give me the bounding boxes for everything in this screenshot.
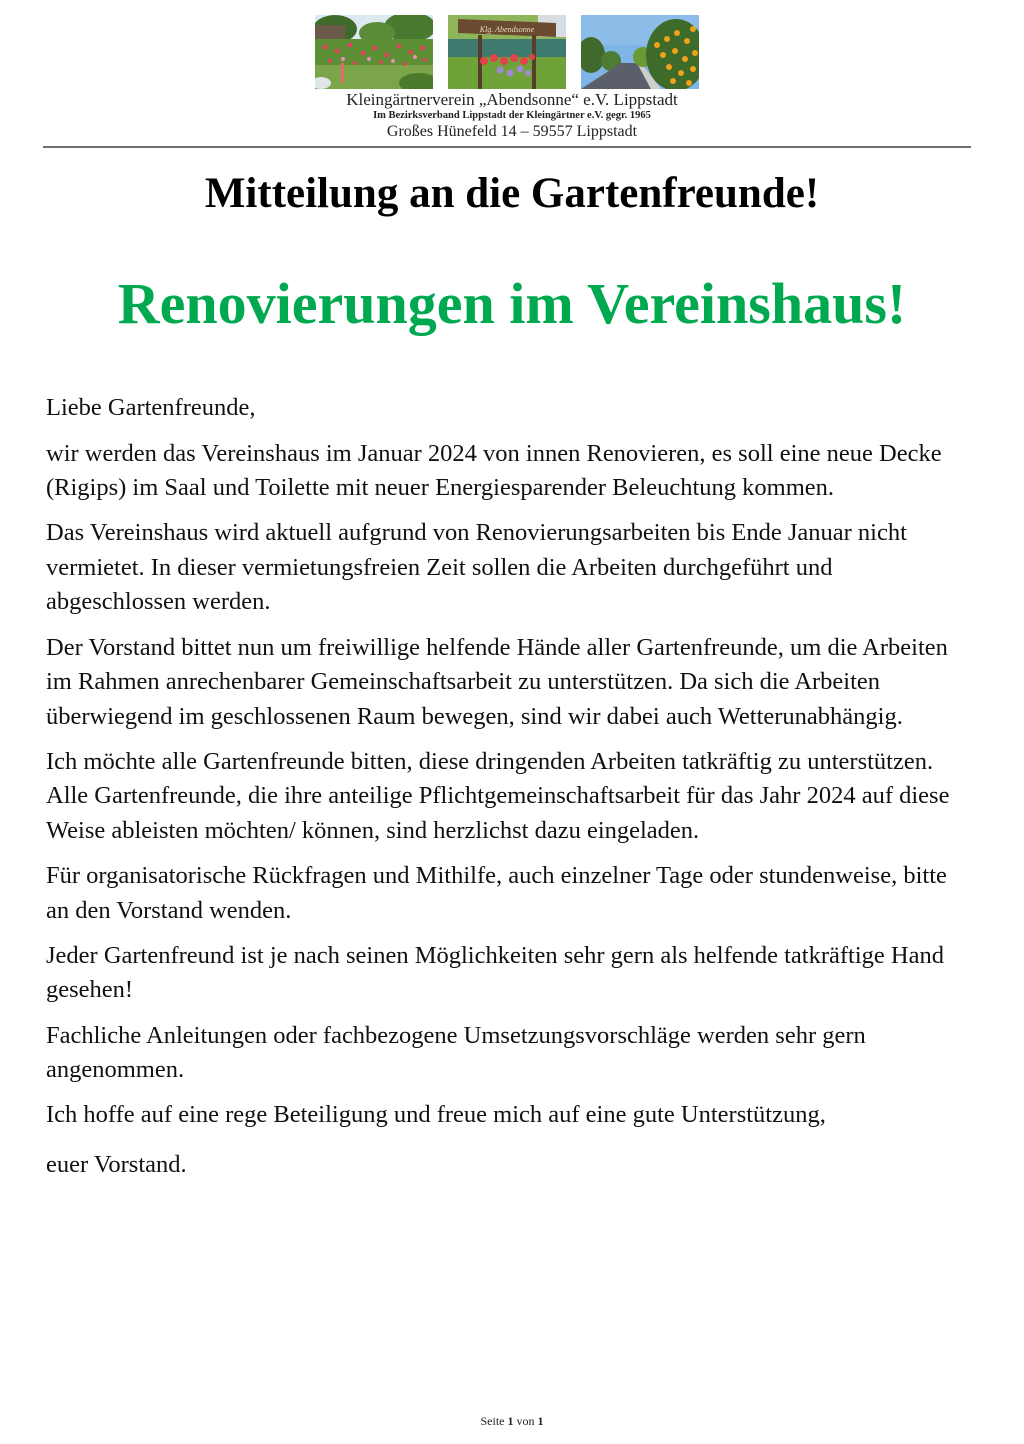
- club-address: Großes Hünefeld 14 – 59557 Lippstadt: [386, 123, 638, 140]
- association-line: Im Bezirksverband Lippstadt der Kleingärtner e.V. gegr. 1965: [373, 110, 651, 121]
- header-divider: [43, 146, 971, 148]
- club-name: Kleingärtnerverein „Abendsonne“ e.V. Lippstadt: [346, 90, 678, 109]
- of-label: von: [516, 1414, 535, 1428]
- paragraph: Jeder Gartenfreund ist je nach seinen Möglichkeiten sehr gern als helfende tatkräftige Hand gesehen!: [46, 941, 944, 1004]
- header-photo-strip: [315, 15, 699, 89]
- clubhouse-sign-photo: [448, 15, 566, 89]
- page-subtitle: Renovierungen im Vereinshaus!: [117, 271, 907, 336]
- paragraph: Das Vereinshaus wird aktuell aufgrund von Renovierungsarbeiten bis Ende Januar nicht vermietet. In dieser vermietungsfreien Zeit sollen die Arbeiten durchgeführt und abgeschlossen werden.: [46, 519, 907, 616]
- greeting: Liebe Gartenfreunde,: [46, 394, 256, 421]
- garden-flowers-photo: [315, 15, 433, 89]
- total-pages: 1: [537, 1414, 544, 1428]
- paragraph: Für organisatorische Rückfragen und Mithilfe, auch einzelner Tage oder stundenweise, bitte an den Vorstand wenden.: [46, 862, 947, 924]
- paragraph: Ich hoffe auf eine rege Beteiligung und freue mich auf eine gute Unterstützung,: [46, 1101, 826, 1129]
- paragraph: Fachliche Anleitungen oder fachbezogene Umsetzungsvorschläge werden sehr gern angenommen.: [46, 1021, 866, 1084]
- closing: euer Vorstand.: [46, 1150, 187, 1178]
- paragraph: Ich möchte alle Gartenfreunde bitten, diese dringenden Arbeiten tatkräftig zu unterstützen. Alle Gartenfreunde, die ihre anteilige Pflichtgemeinschaftsarbeit für das Jahr 2024 auf diese Weise ableisten möchten/ können, sind herzlichst dazu eingeladen.: [46, 747, 950, 845]
- current-page: 1: [507, 1414, 514, 1428]
- page-number: [0, 1414, 1024, 1429]
- paragraph: wir werden das Vereinshaus im Januar 2024 von innen Renovieren, es soll eine neue Decke (Rigips) im Saal und Toilette mit neuer Energiesparender Beleuchtung kommen.: [46, 439, 942, 502]
- sign-text: Klg. Abendsonne: [479, 25, 535, 34]
- letter-body: [46, 391, 976, 1193]
- paragraph: Der Vorstand bittet nun um freiwillige helfende Hände aller Gartenfreunde, um die Arbeiten im Rahmen anrechenbarer Gemeinschaftsarbeit zu unterstützen. Da sich die Arbeiten überwiegend im geschlossenen Raum bewegen, sind wir dabei auch Wetterunabhängig.: [46, 633, 948, 730]
- page-label: Seite: [480, 1414, 505, 1428]
- page-title: Mitteilung an die Gartenfreunde!: [204, 170, 820, 217]
- garden-path-photo: [581, 15, 699, 89]
